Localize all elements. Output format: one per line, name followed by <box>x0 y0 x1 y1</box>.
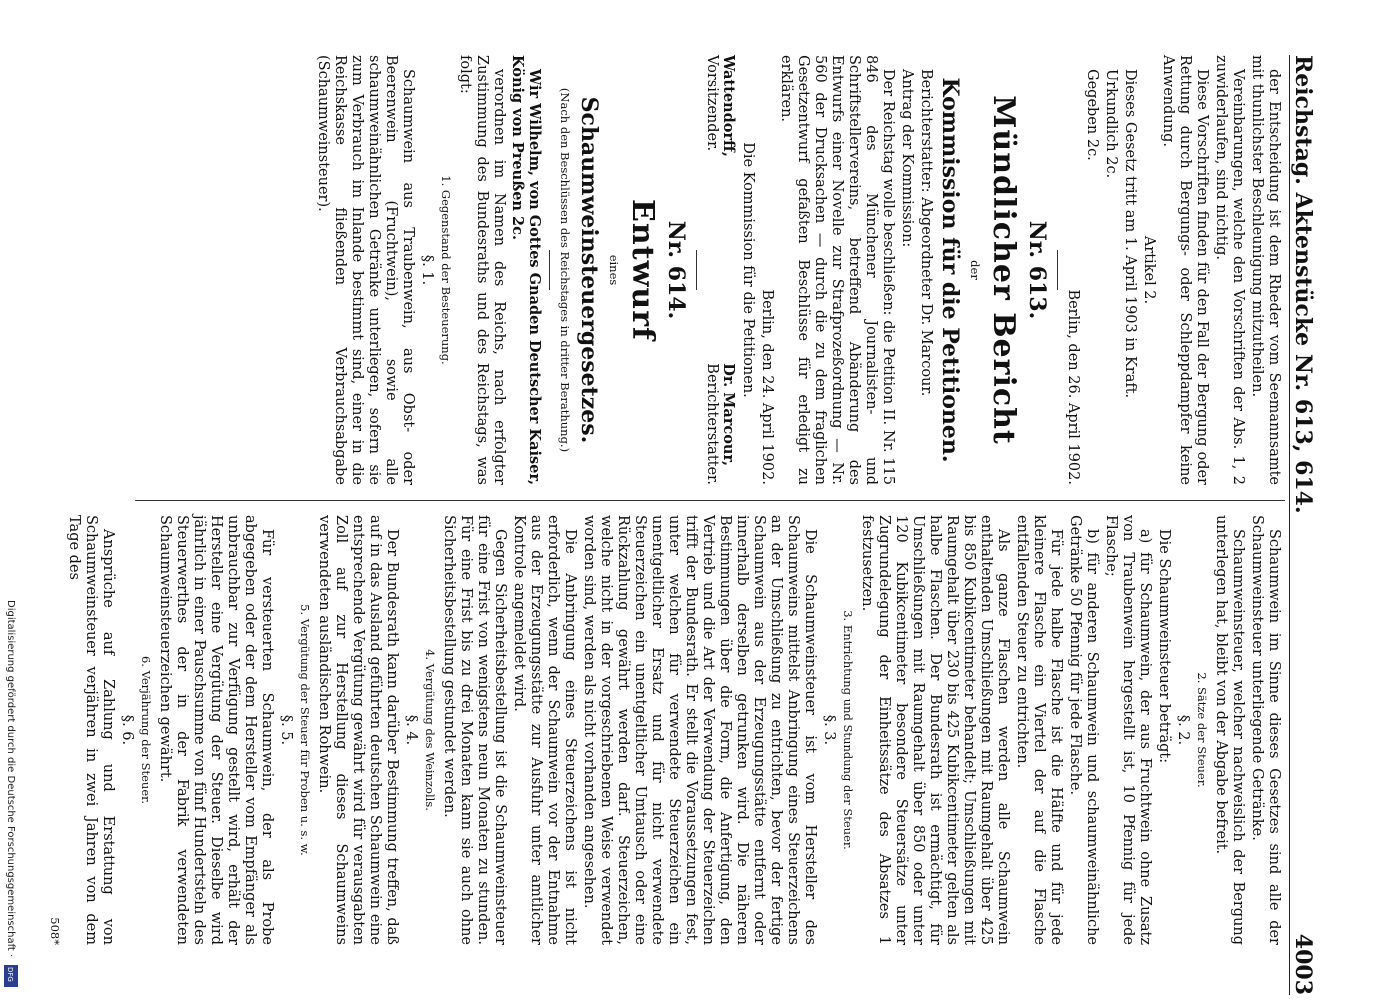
paragraph: Für jede halbe Flasche ist die Hälfte und für jede kleinere Flasche ein Viertel der auf die Flasche entfallenden Steuer zu entrichten. <box>1014 515 1064 945</box>
separator-rule <box>696 250 697 290</box>
doc-title: Mündlicher Bericht <box>986 95 1021 445</box>
right-column <box>48 515 1282 945</box>
paragraph: Die Schaumweinsteuer ist vom Hersteller des Schaumweins mittelst Anbringung eines Steuerzeichens an der Umschließung zu entrichten, bevor der fertige Schaumwein aus der Erzeugungsstätte entfernt oder innerhalb derselben getrunken wird. Die näheren Bestimmungen über die Form, die Anfertigung, den Vertrieb und die Art der Verwendung der Steuerzeichen trifft der Bundesrath. Er stellt die Voraussetzungen fest, unter welchen für verwendete Steuerzeichen ein unentgeltlicher Ersatz und für nicht verwendete Steuerzeichen ein unentgeltlicher Umtausch oder eine Rückzahlung gewährt werden darf. Steuerzeichen, welche nicht in der vorgeschriebenen Weise verwendet worden sind, werden als nicht vorhanden angesehen. <box>581 515 818 945</box>
doc-number: Nr. 613. <box>1024 220 1050 320</box>
section-heading: 3. Entrichtung und Stundung der Steuer. <box>841 610 855 850</box>
paragraph: Die Anbringung eines Steuerzeichens ist nicht erforderlich, wenn der Schaumwein vor der Entnahme aus der Erzeugungsstätte zur Ausfuhr unter amtlicher Kontrole angemeldet wird. <box>511 515 578 945</box>
separator-rule <box>1057 250 1058 290</box>
paragraph: Der Bundesrath kann darüber Bestimmung treffen, daß auf in das Ausland geführten deutschen Schaumwein eine entsprechende Vergütung gewährt wird für verausgabten Zoll auf zur Herstellung dieses Schaumweins verwendeten ausländischen Rohwein. <box>316 515 400 945</box>
list-item: a) für Schaumwein, der aus Fruchtwein ohne Zusatz von Traubenwein hergestellt ist, 10 Pfennig für jede Flasche; <box>1103 515 1153 945</box>
section-number: §. 1. <box>419 254 435 286</box>
signature-left <box>703 55 737 157</box>
doc-title-connector: der <box>968 260 982 280</box>
paragraph: Schaumwein aus Traubenwein, aus Obst- oder Beerenwein (Fruchtwein), sowie alle schaumweinähnlichen Getränke unterliegen, sofern sie zum Verbrauch im Inlande bestimmt sind, einer in die Reichskasse fließenden Verbrauchsabgabe (Schaumweinsteuer). <box>315 55 416 485</box>
dfg-logo-text: DFG <box>6 967 14 982</box>
doc-title: Entwurf <box>625 199 660 341</box>
header-title: Reichstag. Aktenstücke Nr. 613, 614. <box>1290 55 1316 514</box>
date-line: Berlin, den 26. April 1902. <box>1065 289 1081 485</box>
article-heading: Artikel 2. <box>1141 235 1157 305</box>
date-line: Berlin, den 24. April 1902. <box>759 289 775 485</box>
paragraph: Für versteuerten Schaumwein, der als Probe abgegeben oder der dem Hersteller vom Empfänger als unbrauchbar zur Verfügung gestellt wird, erhält der Hersteller eine Vergütung der Steuer. Dieselbe wird jährlich in einer Pauschsumme von fünf Hundertsteln des Steuerwerthes der in der Fabrik verwendeten Schaumweinsteuerzeichen gewährt. <box>157 515 275 945</box>
left-column <box>122 55 1282 485</box>
reporter-line: Berichterstatter: Abgeordneter Dr. Marcour. <box>918 69 934 397</box>
paragraph: Diese Vorschriften finden für den Fall der Bergung oder Rettung durch Bergungs- oder Schleppdampfer keine Anwendung. <box>1160 55 1210 485</box>
paragraph: Als ganze Flaschen werden alle Schaumwein enthaltenden Umschließungen mit Raumgehalt über 425 bis 850 Kubikcentimeter behandelt; Umschließungen mit Raumgehalt über 230 bis 425 Kubikcentimeter gelten als halbe Flaschen. Der Bundesrath ist ermächtigt, für Umschließungen mit Raumgehalt über 850 oder unter 120 Kubikcentimeter besondere Steuersätze unter Zugrundelegung der Einheitssätze des Absatzes 1 festzusetzen. <box>859 515 1011 945</box>
section-number: §. 6. <box>119 714 135 746</box>
paragraph: Schaumwein im Sinne dieses Gesetzes sind alle der Schaumweinsteuer unterliegende Getränke. <box>1249 515 1282 945</box>
resolution-note: (Nach den Beschlüssen des Reichstages in dritter Berathung.) <box>558 87 572 453</box>
signature-block <box>703 55 737 485</box>
separator-rule <box>549 250 550 290</box>
paragraph: Vereinbarungen, welche den Vorschriften der Abs. 1, 2 zuwiderlaufen, sind nichtig. <box>1213 55 1246 485</box>
paragraph: Die Schaumweinsteuer beträgt: <box>1156 529 1172 764</box>
paragraph: verordnen im Namen des Reichs, nach erfolgter Zustimmung des Bundesraths und des Reichstags, was folgt: <box>457 55 507 485</box>
section-heading: 4. Vergütung des Weinzolls. <box>423 649 437 811</box>
paragraph: Ansprüche auf Zahlung und Erstattung von Schaumweinsteuer verjähren in zwei Jahren von dem Tage des <box>66 515 116 945</box>
digitization-note <box>4 600 18 990</box>
page-header <box>1289 55 1320 995</box>
section-number: §. 5. <box>278 714 294 746</box>
section-heading: 2. Sätze der Steuer. <box>1195 672 1209 788</box>
paragraph: Schaumweinsteuer, welcher nachweislich der Bergung unterlegen hat, bleibt von der Abgabe befreit. <box>1213 515 1246 945</box>
signature-mark: 508* <box>48 917 62 945</box>
section-number: §. 3. <box>821 714 837 746</box>
motion-heading: Antrag der Kommission: <box>899 69 915 248</box>
dfg-logo <box>4 965 18 987</box>
doc-number: Nr. 614. <box>663 220 689 320</box>
section-heading: 1. Gegenstand der Besteuerung. <box>439 175 453 365</box>
section-heading: 5. Vergütung der Steuer für Proben u. s. w. <box>298 604 312 856</box>
preamble: Wir Wilhelm, von Gottes Gnaden Deutscher Kaiser, König von Preußen 2c. <box>509 55 543 485</box>
paragraph: Der Reichstag wolle beschließen: die Petition II. Nr. 115 846 des Münchener Journalisten- und Schriftstellervereins, betreffend Abänderung des Entwurfs einer Novelle zur Strafprozeßordnung — Nr. 560 der Drucksachen — durch die zu dem fraglichen Gesetzentwurf gefaßten Beschlüsse für erledigt zu erklären. <box>778 55 896 485</box>
digitization-note-text: Digitalisierung gefördert durch die Deutsche Forschungsgemeinschaft · <box>5 600 16 958</box>
doc-subtitle: Kommission für die Petitionen. <box>937 77 963 463</box>
commission-name: Die Kommission für die Petitionen. <box>740 142 756 398</box>
rotated-content <box>48 55 1320 995</box>
page-number: 4003 <box>1290 933 1316 995</box>
signatory-name: Dr. Marcour, <box>720 363 737 467</box>
paragraph: Urkundlich 2c. <box>1103 69 1119 179</box>
paragraph: der Entscheidung ist dem Rheder vom Seemannsamte mit thunlichster Beschleunigung mitzutheilen. <box>1249 55 1282 485</box>
section-number: §. 4. <box>403 714 419 746</box>
signature-right <box>703 363 737 485</box>
section-number: §. 2. <box>1175 714 1191 746</box>
paragraph: Dieses Gesetz tritt am 1. April 1903 in Kraft. <box>1122 69 1138 399</box>
signatory-role: Berichterstatter. <box>704 363 720 485</box>
paragraph: Gegen Sicherheitsbestellung ist die Schaumweinsteuer für eine Frist von wenigstens neun Monaten zu stunden. Für eine Frist bis zu drei Monaten kann sie auch ohne Sicherheitsbestellung gestundet werden. <box>441 515 508 945</box>
doc-title-connector: eines <box>607 254 621 286</box>
paragraph: Gegeben 2c. <box>1084 69 1100 161</box>
doc-subtitle: Schaumweinsteuergesetzes. <box>576 96 602 444</box>
section-heading: 6. Verjährung der Steuer. <box>139 655 153 805</box>
column-divider <box>135 500 1285 501</box>
signatory-role: Vorsitzender. <box>704 55 720 152</box>
signatory-name: Wattendorff, <box>720 55 737 157</box>
list-item: b) für anderen Schaumwein und schaumweinähnliche Getränke 50 Pfennig für jede Flasche. <box>1067 515 1100 945</box>
